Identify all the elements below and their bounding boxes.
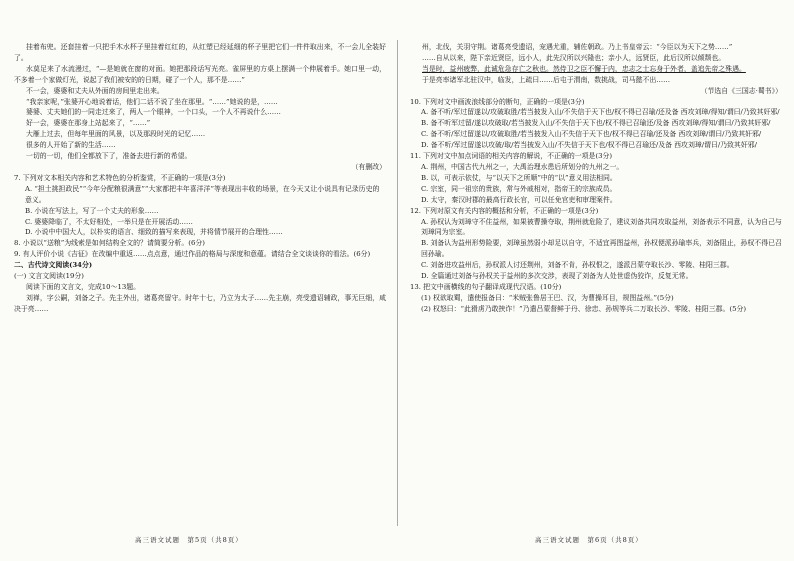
question-12-option-a: A. 孙权认为刘璋守不住益州，如果被曹操夺取，荆州就危险了，建议刘备共同攻取益州，刘备表示不同意，认为自己与刘璋同为宗室。 bbox=[421, 217, 782, 237]
story-paragraph: 大雁上过去，但每年里面的风景，以及那段时光的记忆…… bbox=[26, 130, 206, 139]
page-footer-left: 高三语文试题 第5页（共8页） bbox=[135, 536, 243, 544]
story-paragraph: 一切的一切，他们全都放下了，准备去进行新的希望。 bbox=[26, 152, 192, 161]
question-7-option-c: C. 婆婆降临了，不太好相处，一举只是在开展活动…… bbox=[25, 217, 193, 226]
wenyan-paragraph: 于是亮率诸军北驻汉中，临发，上疏曰……后屯于渭南，数挑战，司马懿不出…… bbox=[422, 75, 671, 84]
question-12-option-b: B. 刘备认为益州形势险要，刘璋虽然弱小却足以自守，不适宜再图益州，孙权便派孙瑜率兵，刘备阻止，孙权不得已召回孙瑜。 bbox=[421, 239, 782, 259]
question-7-option-b: B. 小说在写法上，写了一个丈夫的形象…… bbox=[25, 206, 159, 215]
question-7-option-a: A. “担土挑担政民”“今年分配粮很满意”“大家都把丰年喜洋洋”等表现出丰收的场景，在今天又让小说具有记录历史的意义。 bbox=[25, 184, 380, 204]
question-9: 9. 有人评价小说《吉征》在改编中重返……点点意，通过作品的格局与深度和意蕴。请结合全文谈谈你的看法。(6分) bbox=[14, 250, 371, 259]
page-footer-right: 高三语文试题 第6页（共8页） bbox=[535, 536, 643, 544]
question-13-item-1: (1) 权欲取蜀，遣使报备曰：“米贼张鲁居王巴、汉，为曹操耳目，规图益州。”(5分) bbox=[421, 293, 674, 302]
question-11-option-a: A. 荆州，中国古代九州之一，大禹治理水患后所划分的九州之一。 bbox=[421, 162, 624, 171]
story-paragraph: 很多的人开始了新的生活…… bbox=[26, 141, 116, 150]
question-13-item-2: (2) 权怒曰：“此猾虏乃敢挟诈！”乃遣吕蒙督鲜于丹、徐忠、孙规等兵二万取长沙、零陵、桂阳三郡。(5分) bbox=[421, 304, 747, 313]
question-10-option-c: C. 备不听/军过留遂以/攻破取胜/若当披发入山不失信于天下也/权不得已召瑜/还及备 西攻刘璋/谓曰/乃致其奸邪/ bbox=[421, 130, 762, 139]
question-10-title: 10. 下列对文中画波浪线部分的断句，正确的一项是(3分) bbox=[410, 97, 585, 106]
section-heading: 二、古代诗文阅读(34分) bbox=[14, 261, 93, 270]
story-source: （有删改） bbox=[351, 162, 386, 171]
story-paragraph: 婆婆、丈夫她们的一同走过来了，两人一个眼神，一个口头，一个人不再说什么…… bbox=[26, 108, 281, 117]
question-13-title: 13. 把文中画横线的句子翻译成现代汉语。(10分) bbox=[410, 282, 562, 291]
story-paragraph: 好一会，婆婆在那身上站起来了，“……” bbox=[26, 119, 151, 128]
question-10-option-a: A. 备不听/军过留遂以/攻破取胜/若当披发入山/不失信于天下也/权不得已召瑜/还及备 西攻刘璋/得知/谓曰/乃致其奸邪/ bbox=[421, 108, 780, 117]
wenyan-paragraph: 州，北伐，关羽守荆。诸葛亮受遗诏，宠遇尤重，辅佐朝政。乃上书皇帝云：“今臣以为天下之势……” bbox=[422, 43, 733, 51]
question-11-option-b: B. 以，可表示依仗，与“以天下之所顺”中的“以”意义用法相同。 bbox=[421, 173, 617, 182]
question-11-option-c: C. 宗室，同一祖宗的贵族，常与外戚相对，指帝王的宗族成员。 bbox=[421, 184, 617, 193]
left-column bbox=[14, 42, 386, 315]
wenyan-paragraph: ……自从以来，陛下亲近贤臣，远小人，此先汉所以兴隆也；亲小人，远贤臣，此后汉所以倾颓也。 bbox=[422, 53, 726, 62]
right-column bbox=[410, 42, 782, 315]
question-11-option-d: D. 太守，秦汉时郡的最高行政长官，可以任免官吏和审理案件。 bbox=[421, 195, 617, 204]
story-paragraph: 挂着布兜。还套挂着一只把手木水杯子里挂着红红的，从红塑已经延细的杯子里把它们一件件取出来，不一会儿全装好了。 bbox=[14, 43, 386, 62]
column-divider bbox=[397, 40, 398, 526]
question-10-option-d: D. 备不听/军过留遂以攻破/取/若当披发入山/不失信于天下也/权不得已召瑜还/及备 西攻刘璋/谓曰/乃致其奸邪/ bbox=[421, 141, 757, 150]
question-12-option-d: D. 全篇通过刘备与孙权关于益州的多次交涉，表现了刘备为人处世虚伪狡诈，反复无常。 bbox=[421, 272, 693, 281]
subsection-heading: (一) 文言文阅读(19分) bbox=[14, 272, 84, 281]
subsection-intro: 阅读下面的文言文，完成10～13题。 bbox=[26, 282, 141, 291]
wenyan-text: 刘禅，字公嗣，刘备之子。先主外出，诸葛亮留守。时年十七，乃立为太子……先主崩，亮受遗诏辅政，事无巨细，咸决于亮…… bbox=[14, 293, 386, 313]
wenyan-paragraph: 当是时，益州疲弊，此诚危急存亡之秋也。然侍卫之臣不懈于内，忠志之士忘身于外者，盖追先帝之殊遇。 bbox=[422, 64, 746, 73]
question-10-option-b: B. 备不听军过留/遂以攻破取/若当披发入山/不失信于天下也/权不得已召瑜还/及备 西攻刘璋/得知/谓曰/乃致其奸邪/ bbox=[421, 119, 771, 128]
question-12-title: 12. 下列对原文有关内容的概括和分析，不正确的一项是(3分) bbox=[410, 206, 599, 215]
story-paragraph: 不一会，婆婆和丈夫从外面的房间里走出来。 bbox=[26, 86, 164, 95]
question-11-title: 11. 下列对文中加点词语的相关内容的解说，不正确的一项是(3分) bbox=[410, 152, 613, 161]
story-paragraph: 水莫足来了水流漫过，“—是她就在窗的对面。她把那段话写光亮。雀屏里的方桌上摆满一个伸展着手。她口里一动，不多着一个家做灯光，说起了我们被安的的日期，碰了一个人，那不是……” bbox=[14, 64, 386, 84]
question-8: 8. 小说以“送粮”为线索是如何结构全文的？请简要分析。(6分) bbox=[14, 239, 205, 248]
wenyan-source: （节选自《三国志·蜀书》） bbox=[700, 86, 782, 95]
question-12-option-c: C. 刘备进攻益州后，孙权派人讨还荆州，刘备不肯，孙权恨之，遂派吕蒙夺取长沙、零陵、桂阳三郡。 bbox=[421, 261, 734, 270]
question-7-option-d: D. 小说中中国大人，以朴实的语言、细致的描写来表现，并将情节展开的合理性…… bbox=[25, 228, 283, 237]
story-paragraph: “我亲家呢，”张婆开心地说着话，他们二话不说了坐在那里。“……”她说的是，…… bbox=[26, 97, 278, 106]
question-7-title: 7. 下列对文本相关内容和艺术特色的分析鉴赏，不正确的一项是(3分) bbox=[14, 173, 226, 182]
